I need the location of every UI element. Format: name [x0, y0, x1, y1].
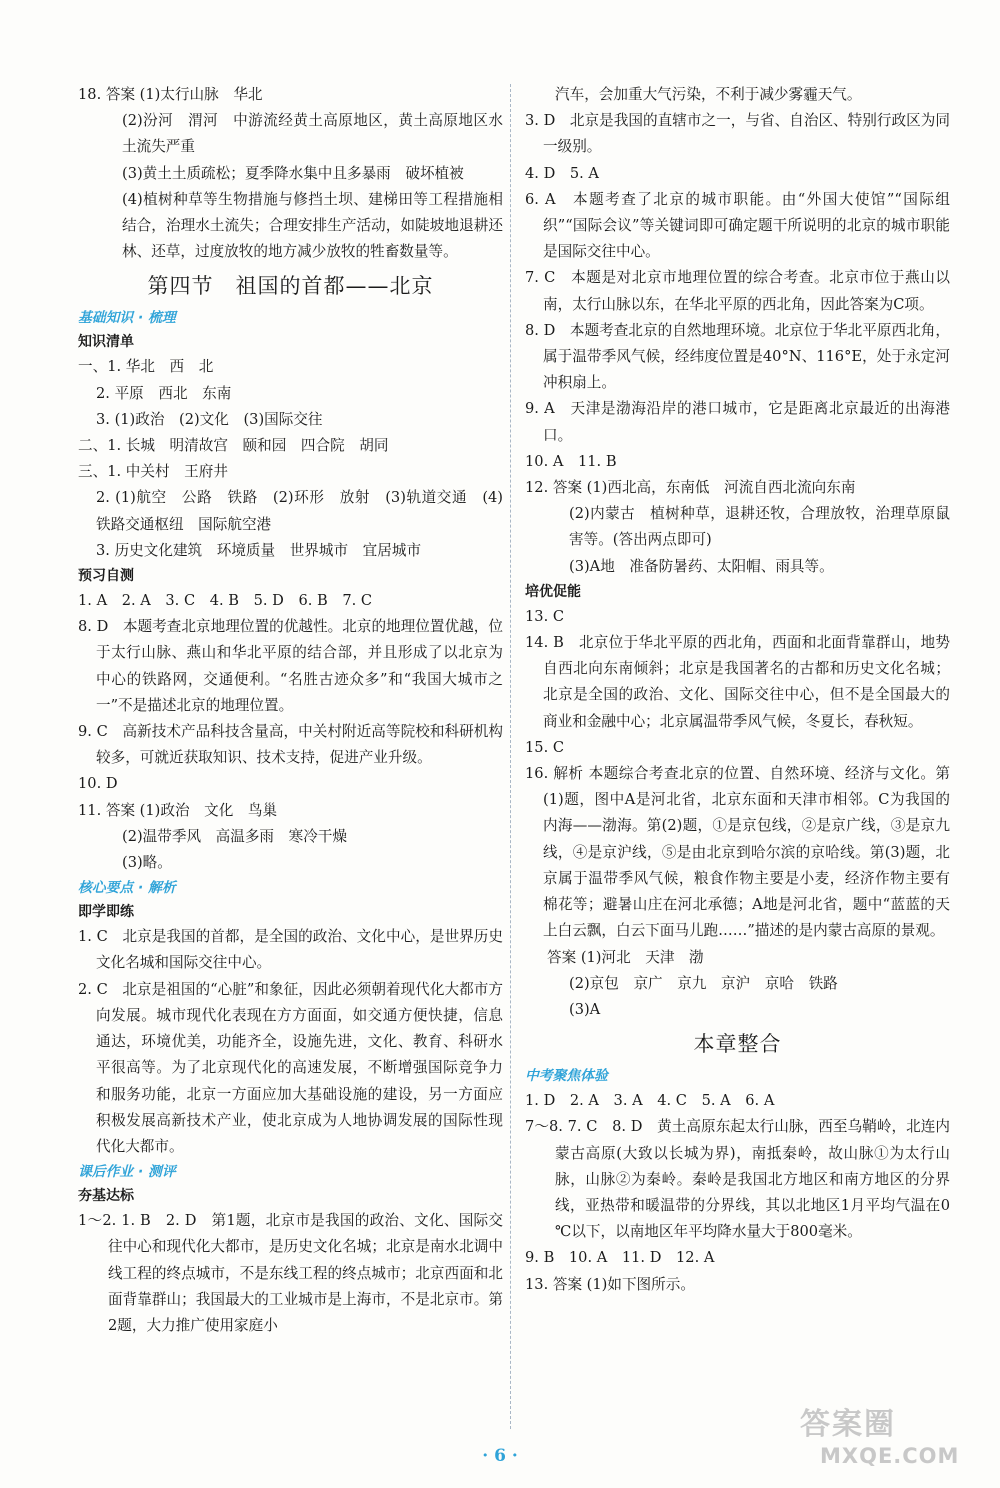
advanced-item: 13. C [525, 607, 565, 625]
exam-item: 9. B 10. A 11. D 12. A [525, 1249, 715, 1267]
page-number: · 6 · [482, 1446, 518, 1466]
answer-item: 7. C 本题是对北京市地理位置的综合考查。北京市位于燕山以南，太行山脉以东，在华北平原的西北角，因此答案为C项。 [525, 269, 950, 313]
knowledge-item: 3. 历史文化建筑 环境质量 世界城市 宜居城市 [96, 541, 422, 559]
answer-item: 3. D 北京是我国的直辖市之一，与省、自治区、特别行政区为同一级别。 [525, 112, 950, 156]
knowledge-item: 一、1. 华北 西 北 [78, 358, 214, 376]
homework-item: 1～2. 1. B 2. D 第1题，北京市是我国的政治、文化、国际交往中心和现代化大都市，是历史文化名城；北京是南水北调中线工程的终点城市，不是东线工程的终点城市；北京西面和北面背靠群山；我国最大的工业城市是上海市，不是北京市。第2题，大力推广使用家庭小 [78, 1212, 503, 1334]
answer-item: (2)内蒙古 植树种草，退耕还牧，合理放牧，治理草原鼠害等。(答出两点即可) [569, 505, 950, 549]
continued-text: 汽车，会加重大气污染，不利于减少雾霾天气。 [555, 86, 862, 103]
preview-item: 9. C 高新技术产品科技含量高，中关村附近高等院校和科研机构较多，可就近获取知识、技术支持，促进产业升级。 [78, 723, 503, 767]
exam-item: 1. D 2. A 3. A 4. C 5. A 6. A [525, 1092, 775, 1110]
preview-item: 1. A 2. A 3. C 4. B 5. D 6. B 7. C [78, 592, 373, 610]
exam-item: 7～8. 7. C 8. D 黄土高原东起太行山脉，西至乌鞘岭，北连内蒙古高原(大致以长城为界)，南抵秦岭，故山脉①为太行山脉，山脉②为秦岭。秦岭是我国北方地区和南方地区的分界线，亚热带和暖温带的分界线，其以北地区1月平均气温在0 ℃以下，以南地区年平均降水量大于800毫米。 [525, 1118, 950, 1241]
knowledge-item: 3. (1)政治 (2)文化 (3)国际交往 [96, 410, 323, 428]
left-column [78, 82, 503, 1339]
answer-item: 9. A 天津是渤海沿岸的港口城市，它是距离北京最近的出海港口。 [525, 400, 950, 444]
preview-item: (3)略。 [122, 854, 172, 872]
section-title: 第四节 祖国的首都——北京 [147, 274, 434, 299]
advanced-item: 14. B 北京位于华北平原的西北角，西面和北面背靠群山，地势自西北向东南倾斜；北京是我国著名的古都和历史文化名城；北京是全国的政治、文化、国际交往中心，但不是全国最大的商业和金融中心；北京属温带季风气候，冬夏长，春秋短。 [525, 634, 950, 730]
subheading-advanced: 培优促能 [525, 583, 581, 600]
knowledge-item: 2. (1)航空 公路 铁路 (2)环形 放射 (3)轨道交通 (4)铁路交通枢纽 国际航空港 [96, 489, 503, 533]
banner-homework: 课后作业 · 测评 [78, 1164, 176, 1181]
q18-part4: (4)植树种草等生物措施与修挡土坝、建梯田等工程措施相结合，治理水土流失；合理安排生产活动，如陡坡地退耕还林、还草，过度放牧的地方减少放牧的牲畜数量等。 [122, 190, 503, 261]
preview-item: 11. 答案 (1)政治 文化 鸟巢 [78, 801, 278, 819]
banner-core-points: 核心要点 · 解析 [78, 880, 176, 897]
column-divider [510, 84, 511, 1429]
q18-part2: (2)汾河 渭河 中游流经黄土高原地区，黄土高原地区水土流失严重 [122, 112, 503, 156]
advanced-item: (2)京包 京广 京九 京沪 京哈 铁路 [569, 974, 838, 992]
q18-part3: (3)黄土土质疏松；夏季降水集中且多暴雨 破坏植被 [122, 164, 464, 182]
q18-line1: 18. 答案 (1)太行山脉 华北 [78, 86, 263, 103]
subheading-knowledge-list: 知识清单 [78, 334, 134, 351]
answer-item: 10. A 11. B [525, 452, 617, 470]
knowledge-item: 2. 平原 西北 东南 [96, 384, 232, 402]
chapter-summary-title: 本章整合 [693, 1032, 782, 1057]
knowledge-item: 三、1. 中关村 王府井 [78, 463, 228, 481]
watermark-logo [800, 1405, 990, 1477]
preview-item: 10. D [78, 775, 118, 793]
watermark-text: 答案圈 [800, 1407, 896, 1442]
answer-item: (3)A地 准备防暑药、太阳帽、雨具等。 [569, 557, 834, 575]
preview-item: 8. D 本题考查北京地理位置的优越性。北京的地理位置优越，位于太行山脉、燕山和华北平原的结合部，并且形成了以北京为中心的铁路网，交通便利。“名胜古迹众多”和“我国大城市之一”不是描述北京的地理位置。 [78, 618, 503, 714]
right-column [525, 82, 950, 1298]
answer-item: 6. A 本题考查了北京的城市职能。由“外国大使馆”“国际组织”“国际会议”等关键词即可确定题干所说明的北京的城市职能是国际交往中心。 [525, 190, 950, 261]
subheading-practice: 即学即练 [78, 904, 134, 921]
subheading-preview-test: 预习自测 [78, 568, 134, 585]
advanced-item: 16. 解析 本题综合考查北京的位置、自然环境、经济与文化。第(1)题，图中A是河北省，北京东面和天津市相邻。C为我国的内海——渤海。第(2)题，①是京包线，②是京广线，③是京九线，④是京沪线，⑤是由北京到哈尔滨的京哈线。第(3)题，北京属于温带季风气候，粮食作物主要是小麦，经济作物主要有棉花等；避暑山庄在河北承德；A地是河北省，题中“蓝蓝的天上白云飘，白云下面马儿跑……”描述的是内蒙古高原的景观。 [525, 765, 950, 940]
banner-basic-knowledge: 基础知识 · 梳理 [78, 310, 176, 327]
preview-item: (2)温带季风 高温多雨 寒冷干燥 [122, 827, 347, 845]
advanced-item: 答案 (1)河北 天津 渤 [547, 948, 704, 966]
answer-item: 4. D 5. A [525, 164, 599, 182]
knowledge-item: 二、1. 长城 明清故宫 颐和园 四合院 胡同 [78, 437, 389, 455]
subheading-foundation: 夯基达标 [78, 1188, 134, 1205]
practice-item: 1. C 北京是我国的首都，是全国的政治、文化中心，是世界历史文化名城和国际交往中心。 [78, 928, 503, 972]
exam-item: 13. 答案 (1)如下图所示。 [525, 1275, 695, 1293]
advanced-item: (3)A [569, 1000, 601, 1018]
watermark-url: MXQE.COM [820, 1444, 960, 1468]
banner-exam-focus: 中考聚焦体验 [525, 1068, 608, 1085]
advanced-item: 15. C [525, 738, 565, 756]
answer-item: 12. 答案 (1)西北高，东南低 河流自西北流向东南 [525, 479, 856, 497]
practice-item: 2. C 北京是祖国的“心脏”和象征，因此必须朝着现代化大都市方向发展。城市现代化表现在方方面面，如交通方便快捷，信息通达，环境优美，功能齐全，设施先进，文化、教育、科研水平很高等。为了北京现代化的高速发展，不断增强国际竞争力和服务功能，北京一方面应加大基础设施的建设，另一方面应积极发展高新技术产业，使北京成为人地协调发展的国际性现代化大都市。 [78, 980, 503, 1155]
answer-item: 8. D 本题考查北京的自然地理环境。北京位于华北平原西北角，属于温带季风气候，经纬度位置是40°N、116°E，处于永定河冲积扇上。 [525, 321, 950, 392]
